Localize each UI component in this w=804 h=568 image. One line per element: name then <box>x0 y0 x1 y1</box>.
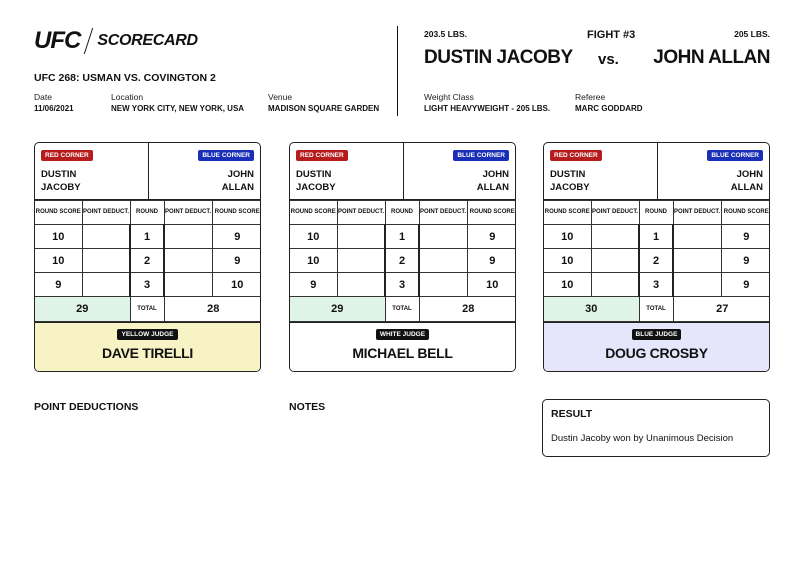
round-number: 1 <box>130 225 164 249</box>
result-box <box>542 399 770 457</box>
blue-round-score: 9 <box>467 249 516 273</box>
blue-point-deduct <box>164 273 212 297</box>
red-corner-tag: RED CORNER <box>550 150 602 161</box>
logo-divider <box>84 28 93 54</box>
blue-total: 27 <box>673 297 770 322</box>
red-point-deduct <box>337 249 385 273</box>
doc-title: SCORECARD <box>97 32 198 49</box>
round-number: 3 <box>130 273 164 297</box>
round-row <box>290 273 516 297</box>
red-round-score: 10 <box>290 249 337 273</box>
red-point-deduct <box>591 273 639 297</box>
round-number: 2 <box>130 249 164 273</box>
result-title: RESULT <box>551 408 593 420</box>
red-fighter-label: DUSTIN JACOBY <box>550 169 590 193</box>
venue-label: Venue <box>268 92 293 102</box>
red-fighter-label: DUSTIN JACOBY <box>41 169 81 193</box>
red-point-deduct <box>591 249 639 273</box>
red-round-score: 10 <box>544 225 591 249</box>
judge-footer <box>290 322 515 372</box>
round-header: ROUND <box>639 201 673 225</box>
blue-round-score: 9 <box>467 225 516 249</box>
round-row <box>290 249 516 273</box>
date-value: 11/06/2021 <box>34 104 74 113</box>
round-score-header: ROUND SCORE <box>290 201 337 225</box>
judge-name: MICHAEL BELL <box>352 345 453 361</box>
round-number: 3 <box>639 273 673 297</box>
red-corner-tag: RED CORNER <box>41 150 93 161</box>
blue-point-deduct <box>673 249 721 273</box>
blue-fighter-label: JOHN ALLAN <box>476 169 509 193</box>
result-text: Dustin Jacoby won by Unanimous Decision <box>551 433 734 444</box>
score-table-header <box>35 201 261 225</box>
round-header: ROUND <box>385 201 419 225</box>
total-label: TOTAL <box>130 297 164 322</box>
blue-corner-tag: BLUE CORNER <box>453 150 509 161</box>
blue-round-score: 10 <box>212 273 261 297</box>
judge-card-white <box>289 142 516 372</box>
red-total: 30 <box>544 297 639 322</box>
point-deduct-header: POINT DEDUCT. <box>337 201 385 225</box>
vs-label: vs. <box>598 51 619 68</box>
blue-fighter-label: JOHN ALLAN <box>730 169 763 193</box>
point-deduct-header: POINT DEDUCT. <box>591 201 639 225</box>
round-number: 2 <box>385 249 419 273</box>
blue-fighter-label: JOHN ALLAN <box>221 169 254 193</box>
judge-name: DAVE TIRELLI <box>101 345 194 361</box>
round-number: 1 <box>639 225 673 249</box>
blue-round-score: 10 <box>467 273 516 297</box>
red-point-deduct <box>82 273 130 297</box>
round-number: 1 <box>385 225 419 249</box>
round-score-header: ROUND SCORE <box>467 201 516 225</box>
red-fighter-name: DUSTIN JACOBY <box>424 47 573 68</box>
red-total: 29 <box>35 297 130 322</box>
round-score-header: ROUND SCORE <box>544 201 591 225</box>
red-corner-tag: RED CORNER <box>296 150 348 161</box>
red-round-score: 10 <box>544 273 591 297</box>
ufc-logo: UFC <box>34 27 81 54</box>
fight-number: FIGHT #3 <box>587 29 636 41</box>
total-label: TOTAL <box>639 297 673 322</box>
red-fighter-label: DUSTIN JACOBY <box>296 169 336 193</box>
round-row <box>35 249 261 273</box>
score-table <box>35 200 261 322</box>
round-row <box>544 225 770 249</box>
date-label: Date <box>34 92 52 102</box>
red-point-deduct <box>591 225 639 249</box>
red-point-deduct <box>82 225 130 249</box>
round-row <box>544 273 770 297</box>
card-header <box>35 143 260 200</box>
blue-round-score: 9 <box>212 225 261 249</box>
red-fighter-weight: 203.5 LBS. <box>424 29 467 39</box>
header-divider <box>397 26 398 116</box>
card-header <box>544 143 769 200</box>
blue-point-deduct <box>673 225 721 249</box>
judge-card-blue <box>543 142 770 372</box>
round-number: 3 <box>385 273 419 297</box>
blue-corner-tag: BLUE CORNER <box>707 150 763 161</box>
score-table <box>544 200 770 322</box>
red-round-score: 10 <box>290 225 337 249</box>
round-header: ROUND <box>130 201 164 225</box>
judge-footer <box>544 322 769 372</box>
red-point-deduct <box>337 273 385 297</box>
location-label: Location <box>111 92 144 102</box>
judge-tag: BLUE JUDGE <box>632 329 682 340</box>
round-score-header: ROUND SCORE <box>721 201 770 225</box>
red-total: 29 <box>290 297 385 322</box>
round-row <box>35 273 261 297</box>
point-deduct-header: POINT DEDUCT. <box>673 201 721 225</box>
blue-round-score: 9 <box>721 249 770 273</box>
blue-total: 28 <box>164 297 261 322</box>
judge-tag: YELLOW JUDGE <box>117 329 177 340</box>
card-header <box>290 143 515 200</box>
score-table-header <box>290 201 516 225</box>
judge-tag: WHITE JUDGE <box>376 329 429 340</box>
total-row <box>35 297 261 322</box>
event-name: UFC 268: USMAN VS. COVINGTON 2 <box>34 72 216 84</box>
blue-point-deduct <box>419 249 467 273</box>
total-row <box>290 297 516 322</box>
blue-round-score: 9 <box>212 249 261 273</box>
blue-point-deduct <box>419 273 467 297</box>
blue-corner-tag: BLUE CORNER <box>198 150 254 161</box>
blue-round-score: 9 <box>721 225 770 249</box>
red-point-deduct <box>82 249 130 273</box>
blue-total: 28 <box>419 297 516 322</box>
round-row <box>544 249 770 273</box>
total-label: TOTAL <box>385 297 419 322</box>
round-score-header: ROUND SCORE <box>212 201 261 225</box>
total-row <box>544 297 770 322</box>
point-deduct-header: POINT DEDUCT. <box>419 201 467 225</box>
red-round-score: 10 <box>544 249 591 273</box>
blue-point-deduct <box>673 273 721 297</box>
blue-point-deduct <box>164 225 212 249</box>
red-round-score: 10 <box>35 249 82 273</box>
red-round-score: 9 <box>35 273 82 297</box>
weight-class-label: Weight Class <box>424 92 474 102</box>
location-value: NEW YORK CITY, NEW YORK, USA <box>111 104 245 113</box>
point-deductions-title: POINT DEDUCTIONS <box>34 401 139 413</box>
blue-fighter-weight: 205 LBS. <box>734 29 770 39</box>
score-table <box>290 200 516 322</box>
blue-round-score: 9 <box>721 273 770 297</box>
point-deduct-header: POINT DEDUCT. <box>164 201 212 225</box>
judge-footer <box>35 322 260 372</box>
judge-card-yellow <box>34 142 261 372</box>
round-score-header: ROUND SCORE <box>35 201 82 225</box>
round-row <box>35 225 261 249</box>
red-round-score: 9 <box>290 273 337 297</box>
red-point-deduct <box>337 225 385 249</box>
point-deduct-header: POINT DEDUCT. <box>82 201 130 225</box>
judge-name: DOUG CROSBY <box>605 345 708 361</box>
round-number: 2 <box>639 249 673 273</box>
weight-class-value: LIGHT HEAVYWEIGHT - 205 LBS. <box>424 104 551 113</box>
blue-point-deduct <box>164 249 212 273</box>
score-table-header <box>544 201 770 225</box>
notes-title: NOTES <box>289 401 326 413</box>
blue-point-deduct <box>419 225 467 249</box>
venue-value: MADISON SQUARE GARDEN <box>268 104 380 113</box>
referee-label: Referee <box>575 92 606 102</box>
ufc-scorecard-logo <box>34 28 198 54</box>
red-round-score: 10 <box>35 225 82 249</box>
blue-fighter-name: JOHN ALLAN <box>653 47 770 68</box>
round-row <box>290 225 516 249</box>
referee-value: MARC GODDARD <box>575 104 643 113</box>
